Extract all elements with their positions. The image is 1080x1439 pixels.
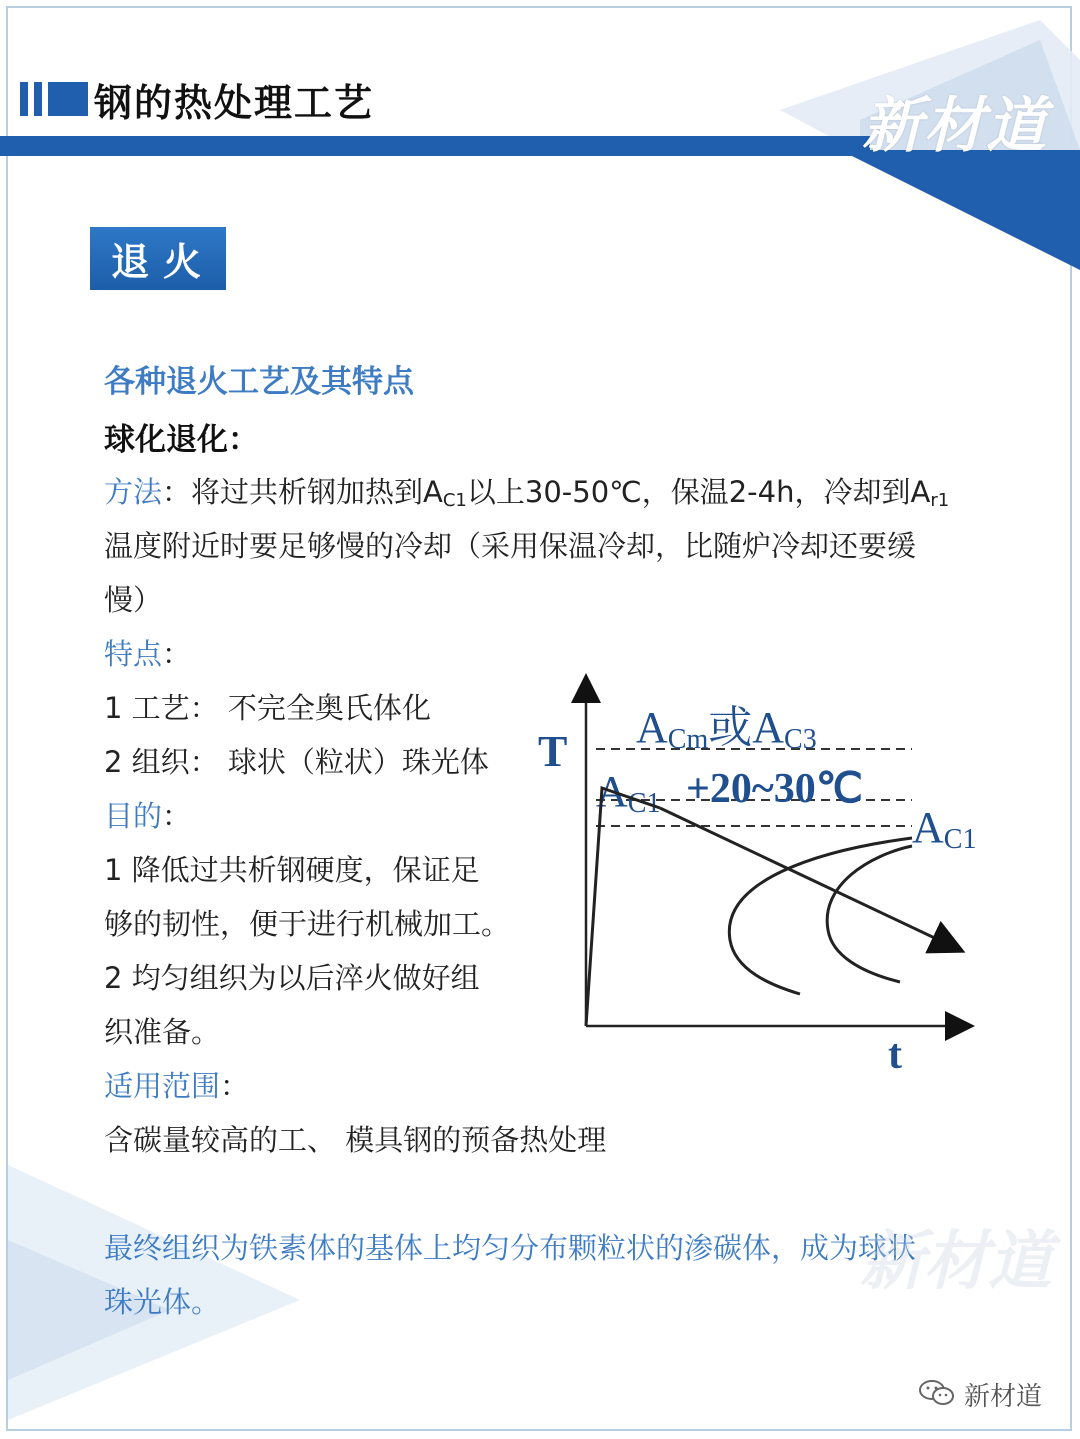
heading: 球化退化：: [104, 422, 259, 458]
method-subscript: r1: [930, 490, 950, 511]
ac1-left-label: AC1: [596, 767, 661, 819]
method-text: 以上30-50℃，保温2-4h，冷却到A: [466, 475, 931, 509]
footer-brand: 新材道: [964, 1382, 1043, 1412]
purpose-heading: [104, 794, 191, 835]
heating-path: [586, 788, 660, 1026]
conclusion-line: 最终组织为铁素体的基体上均匀分布颗粒状的渗碳体，成为球状: [104, 1231, 917, 1265]
feature-item: 2 组织： 球状（粒状）珠光体: [104, 745, 489, 779]
purpose-item: 织准备。: [104, 1015, 221, 1049]
page-title: 钢的热处理工艺: [94, 81, 375, 125]
purpose-item: 2 均匀组织为以后淬火做好组: [104, 961, 480, 995]
annealing-diagram: [520, 660, 1000, 1080]
features-label: 特点: [104, 637, 163, 671]
scope-heading: [104, 1064, 249, 1105]
features-heading: [104, 632, 191, 673]
y-axis-label: T: [538, 727, 568, 776]
method-line-2: 温度附近时要足够慢的冷却（采用保温冷却，比随炉冷却还要缓: [104, 529, 917, 563]
header-bars-icon: [20, 82, 68, 116]
method-subscript: C1: [442, 490, 467, 511]
temperature-offset-label: +20~30℃: [686, 766, 863, 812]
colon: ：: [220, 1069, 250, 1103]
wechat-icon: [918, 1378, 958, 1408]
method-text: ：将过共析钢加热到A: [162, 475, 443, 509]
scope-text: 含碳量较高的工、 模具钢的预备热处理: [104, 1123, 607, 1157]
header-divider: [0, 136, 870, 156]
c-curve-start: [729, 838, 912, 994]
ac1-right-label: AC1: [912, 803, 977, 855]
method-line-1: [104, 470, 949, 511]
scope-label: 适用范围: [104, 1069, 221, 1103]
watermark: 新材道: [860, 1225, 1052, 1299]
purpose-item: 够的韧性，便于进行机械加工。: [104, 907, 511, 941]
x-axis-label: t: [888, 1032, 902, 1078]
conclusion-line: 珠光体。: [104, 1285, 221, 1319]
purpose-item: 1 降低过共析钢硬度，保证足: [104, 853, 480, 887]
feature-item: 1 工艺： 不完全奥氏体化: [104, 691, 431, 725]
method-line-3: 慢）: [104, 583, 163, 617]
colon: ：: [162, 637, 192, 671]
method-label: 方法: [104, 475, 163, 509]
colon: ：: [162, 799, 192, 833]
acm-label: ACm或AC3: [636, 703, 817, 755]
brand-logo: 新材道: [862, 91, 1048, 161]
subtitle: 各种退火工艺及其特点: [104, 364, 414, 400]
section-label: 退火: [90, 227, 226, 290]
purpose-label: 目的: [104, 799, 163, 833]
c-curve-finish: [827, 846, 912, 982]
